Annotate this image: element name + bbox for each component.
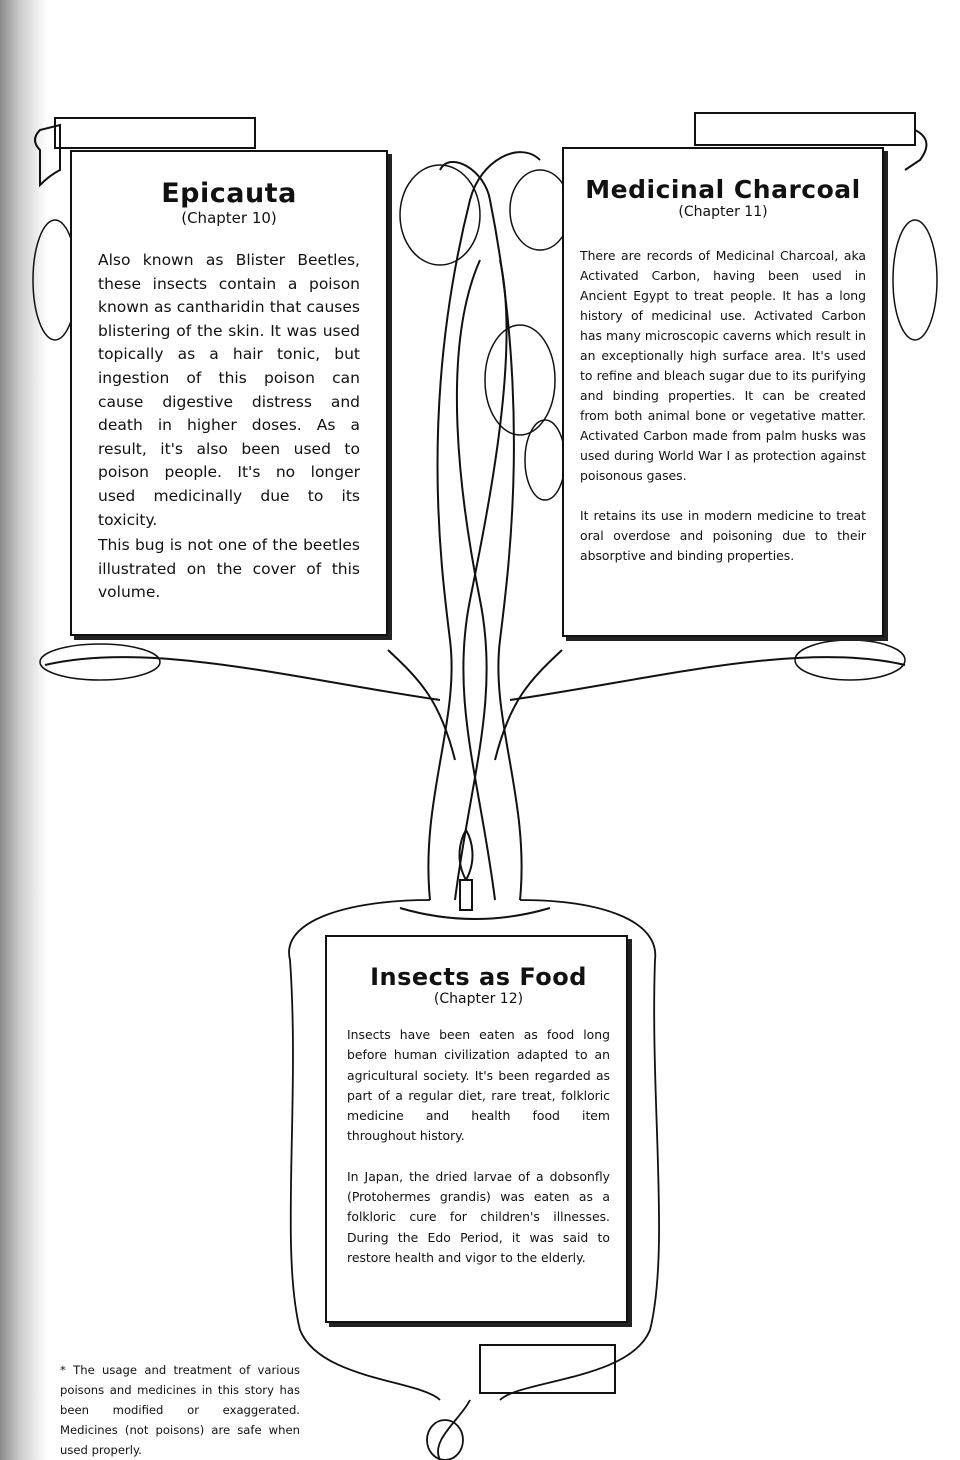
box-paragraph: Insects have been eaten as food long before human civilization adapted to an agricultural society. It's been regarded as part of a regular diet, rare treat, folkloric medicine and health food item throughout history. (347, 1027, 610, 1144)
box-title: Insects as Food (370, 963, 587, 991)
info-box-medicinal-charcoal (562, 147, 884, 637)
box-title: Epicauta (161, 178, 297, 209)
box-chapter: (Chapter 12) (433, 991, 524, 1007)
lamp (400, 830, 550, 919)
info-box-insects-as-food (325, 935, 628, 1323)
box-paragraph: There are records of Medicinal Charcoal, aka Activated Carbon, having been used in Ancient Egypt to treat people. It has a long history of medicinal use. Activated Carbon has many microscopic caverns which result in an exceptionally high surface area. It's used to refine and bleach sugar due to its purifying and binding properties. It can be created from both animal bone or vegetative matter. Activated Carbon made from palm husks was used during World War I as protection against poisonous gases. (580, 248, 866, 483)
box-paragraph: This bug is not one of the beetles illustrated on the cover of this volume. (98, 536, 360, 602)
box-paragraph: It retains its use in modern medicine to treat oral overdose and poisoning due to their absorptive and binding properties. (580, 508, 866, 563)
info-box-epicauta (70, 150, 388, 636)
box-chapter: (Chapter 11) (678, 204, 768, 220)
box-paragraph: In Japan, the dried larvae of a dobsonfly (Protohermes grandis) was eaten as a folkloric cure for children's illnesses. During the Edo Period, it was said to restore health and vigor to the elderly. (347, 1168, 610, 1265)
box-paragraph: Also known as Blister Beetles, these insects contain a poison known as cantharidin that causes blistering of the skin. It was used topically as a hair tonic, but ingestion of this poison can cause digestive distress and death in higher doses. As a result, it's also been used to poison people. It's no longer used medicinally due to its toxicity. (98, 251, 360, 529)
box-chapter: (Chapter 10) (181, 209, 277, 227)
box-title: Medicinal Charcoal (585, 175, 861, 204)
scroll-banner-bottom (480, 1345, 615, 1393)
footnote: * The usage and treatment of various poisons and medicines in this story has been modified or exaggerated. Medicines (not poisons) are safe when used properly. (60, 1363, 300, 1457)
